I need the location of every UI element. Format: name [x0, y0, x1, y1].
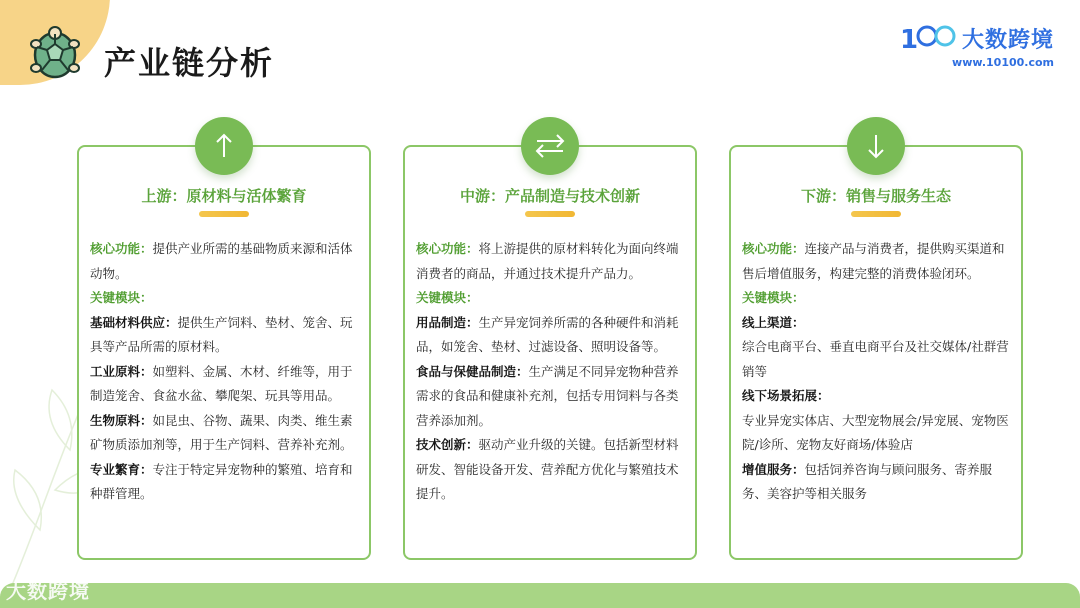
- card-body: [90, 237, 357, 507]
- module-label: 增值服务：: [742, 461, 805, 477]
- core-function-label: 核心功能：: [90, 241, 153, 256]
- module-text: 如昆虫、谷物、蔬果、肉类、维生素矿物质添加剂等，用于生产饲料、营养补充剂。: [90, 412, 353, 452]
- key-modules-label: 关键模块：: [742, 290, 805, 305]
- card-body: [742, 237, 1009, 507]
- brand-logo: [900, 22, 1054, 69]
- module-label: 专业繁育：: [90, 461, 153, 477]
- module-label: 线上渠道：: [742, 314, 805, 330]
- page-title: 产业链分析: [104, 44, 275, 82]
- module-label: 基础材料供应：: [90, 314, 178, 330]
- module-text: 专业异宠实体店、大型宠物展会/异宠展、宠物医院/诊所、宠物友好商场/体验店: [742, 412, 1009, 452]
- module-label: 生物原料：: [90, 412, 153, 428]
- card-title: 上游：原材料与活体繁育: [141, 187, 307, 205]
- title-underline: [851, 211, 901, 217]
- core-function-text: 提供产业所需的基础物质来源和活体动物。: [90, 241, 353, 281]
- module-text: 如塑料、金属、木材、纤维等，用于制造笼舍、食盆水盆、攀爬架、玩具等用品。: [90, 363, 353, 403]
- brand-mark-icon: [900, 22, 956, 54]
- card-body: [416, 237, 683, 507]
- card-title: 中游：产品制造与技术创新: [459, 187, 640, 205]
- arrow-down-icon: [859, 129, 893, 163]
- card-title: 下游：销售与服务生态: [800, 187, 951, 205]
- module-text: 专注于特定异宠物种的繁殖、培育和种群管理。: [90, 461, 353, 501]
- module-text: 驱动产业升级的关键。包括新型材料研发、智能设备开发、营养配方优化与繁殖技术提升。: [416, 437, 679, 501]
- midstream-card: [403, 145, 697, 560]
- module-text: 综合电商平台、垂直电商平台及社交媒体/社群营销等: [742, 339, 1009, 379]
- module-text: 生产异宠饲养所需的各种硬件和消耗品，如笼舍、垫材、过滤设备、照明设备等。: [416, 314, 679, 354]
- core-function-text: 将上游提供的原材料转化为面向终端消费者的商品，并通过技术提升产品力。: [416, 241, 679, 281]
- module-label: 工业原料：: [90, 363, 153, 379]
- module-text: 生产满足不同异宠物种营养需求的食品和健康补充剂，包括专用饲料与各类营养添加剂。: [416, 363, 679, 428]
- upstream-card: [77, 145, 371, 560]
- core-function-label: 核心功能：: [742, 241, 805, 256]
- module-text: 包括饲养咨询与顾问服务、寄养服务、美容护等相关服务: [742, 461, 993, 501]
- title-underline: [199, 211, 249, 217]
- core-function-text: 连接产品与消费者，提供购买渠道和售后增值服务，构建完整的消费体验闭环。: [742, 241, 1005, 281]
- upstream-badge: [195, 117, 253, 175]
- arrows-left-right-icon: [533, 129, 567, 163]
- module-label: 用品制造：: [416, 314, 479, 330]
- module-label: 技术创新：: [416, 437, 479, 452]
- footer-band: [0, 583, 1080, 608]
- downstream-badge: [847, 117, 905, 175]
- title-underline: [525, 211, 575, 217]
- key-modules-label: 关键模块：: [90, 290, 153, 305]
- turtle-icon: [24, 24, 86, 86]
- module-label: 线下场景拓展：: [742, 388, 830, 403]
- downstream-card: [729, 145, 1023, 560]
- core-function-label: 核心功能：: [416, 241, 479, 256]
- midstream-badge: [521, 117, 579, 175]
- brand-url: www.10100.com: [952, 56, 1054, 69]
- svg-text:1: 1: [899, 25, 919, 54]
- arrow-up-icon: [207, 129, 241, 163]
- key-modules-label: 关键模块：: [416, 290, 479, 305]
- module-text: 提供生产饲料、垫材、笼舍、玩具等产品所需的原材料。: [90, 314, 353, 354]
- watermark: 大数跨境: [6, 579, 90, 603]
- brand-name: 大数跨境: [961, 27, 1054, 53]
- module-label: 食品与保健品制造：: [416, 363, 529, 379]
